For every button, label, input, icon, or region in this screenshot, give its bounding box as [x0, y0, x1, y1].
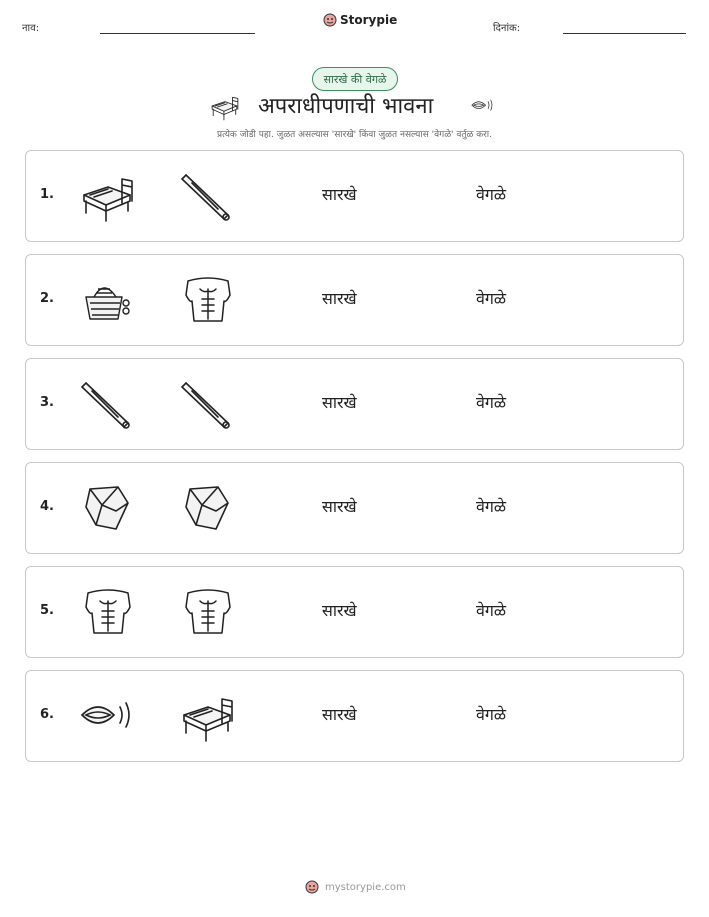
different-option[interactable]: वेगळे — [476, 393, 507, 412]
same-option[interactable]: सारखे — [322, 497, 357, 516]
question-number: 5. — [40, 603, 54, 618]
question-number: 3. — [40, 395, 54, 410]
bed-icon — [78, 169, 138, 225]
different-option[interactable]: वेगळे — [476, 705, 507, 724]
torso-icon — [178, 273, 238, 329]
question-row — [25, 670, 684, 762]
question-number: 1. — [40, 187, 54, 202]
date-label: दिनांक: — [493, 23, 521, 34]
brand — [323, 13, 397, 27]
question-row — [25, 462, 684, 554]
question-row — [25, 150, 684, 242]
mouth-speaking-icon — [470, 94, 496, 118]
same-option[interactable]: सारखे — [322, 289, 357, 308]
date-field[interactable] — [563, 33, 686, 34]
same-option[interactable]: सारखे — [322, 601, 357, 620]
different-option[interactable]: वेगळे — [476, 601, 507, 620]
mouth-speaking-icon — [78, 689, 138, 745]
different-option[interactable]: वेगळे — [476, 497, 507, 516]
same-option[interactable]: सारखे — [322, 185, 357, 204]
different-option[interactable]: वेगळे — [476, 289, 507, 308]
question-number: 6. — [40, 707, 54, 722]
category-badge: सारखे की वेगळे — [312, 67, 398, 91]
stick-icon — [178, 169, 238, 225]
brand-name: Storypie — [340, 13, 398, 27]
footer — [305, 880, 406, 894]
instructions: प्रत्येक जोडी पहा. जुळत असल्यास 'सारखे' किंवा जुळत नसल्यास 'वेगळे' वर्तुळ करा. — [216, 130, 492, 140]
question-row — [25, 566, 684, 658]
name-field[interactable] — [100, 33, 255, 34]
name-label: नाव: — [22, 23, 40, 34]
basket-icon — [78, 273, 138, 329]
stick-icon — [178, 377, 238, 433]
bed-icon — [178, 689, 238, 745]
question-number: 4. — [40, 499, 54, 514]
question-number: 2. — [40, 291, 54, 306]
same-option[interactable]: सारखे — [322, 393, 357, 412]
same-option[interactable]: सारखे — [322, 705, 357, 724]
rock-icon — [178, 481, 238, 537]
stick-icon — [78, 377, 138, 433]
torso-icon — [178, 585, 238, 641]
rock-icon — [78, 481, 138, 537]
different-option[interactable]: वेगळे — [476, 185, 507, 204]
bed-icon — [208, 92, 242, 122]
question-row — [25, 358, 684, 450]
storypie-logo-icon — [305, 880, 319, 894]
question-row — [25, 254, 684, 346]
storypie-logo-icon — [323, 13, 337, 27]
page-title: अपराधीपणाची भावना — [258, 94, 434, 119]
footer-url[interactable]: mystorypie.com — [325, 881, 406, 893]
torso-icon — [78, 585, 138, 641]
title-row — [0, 88, 709, 124]
